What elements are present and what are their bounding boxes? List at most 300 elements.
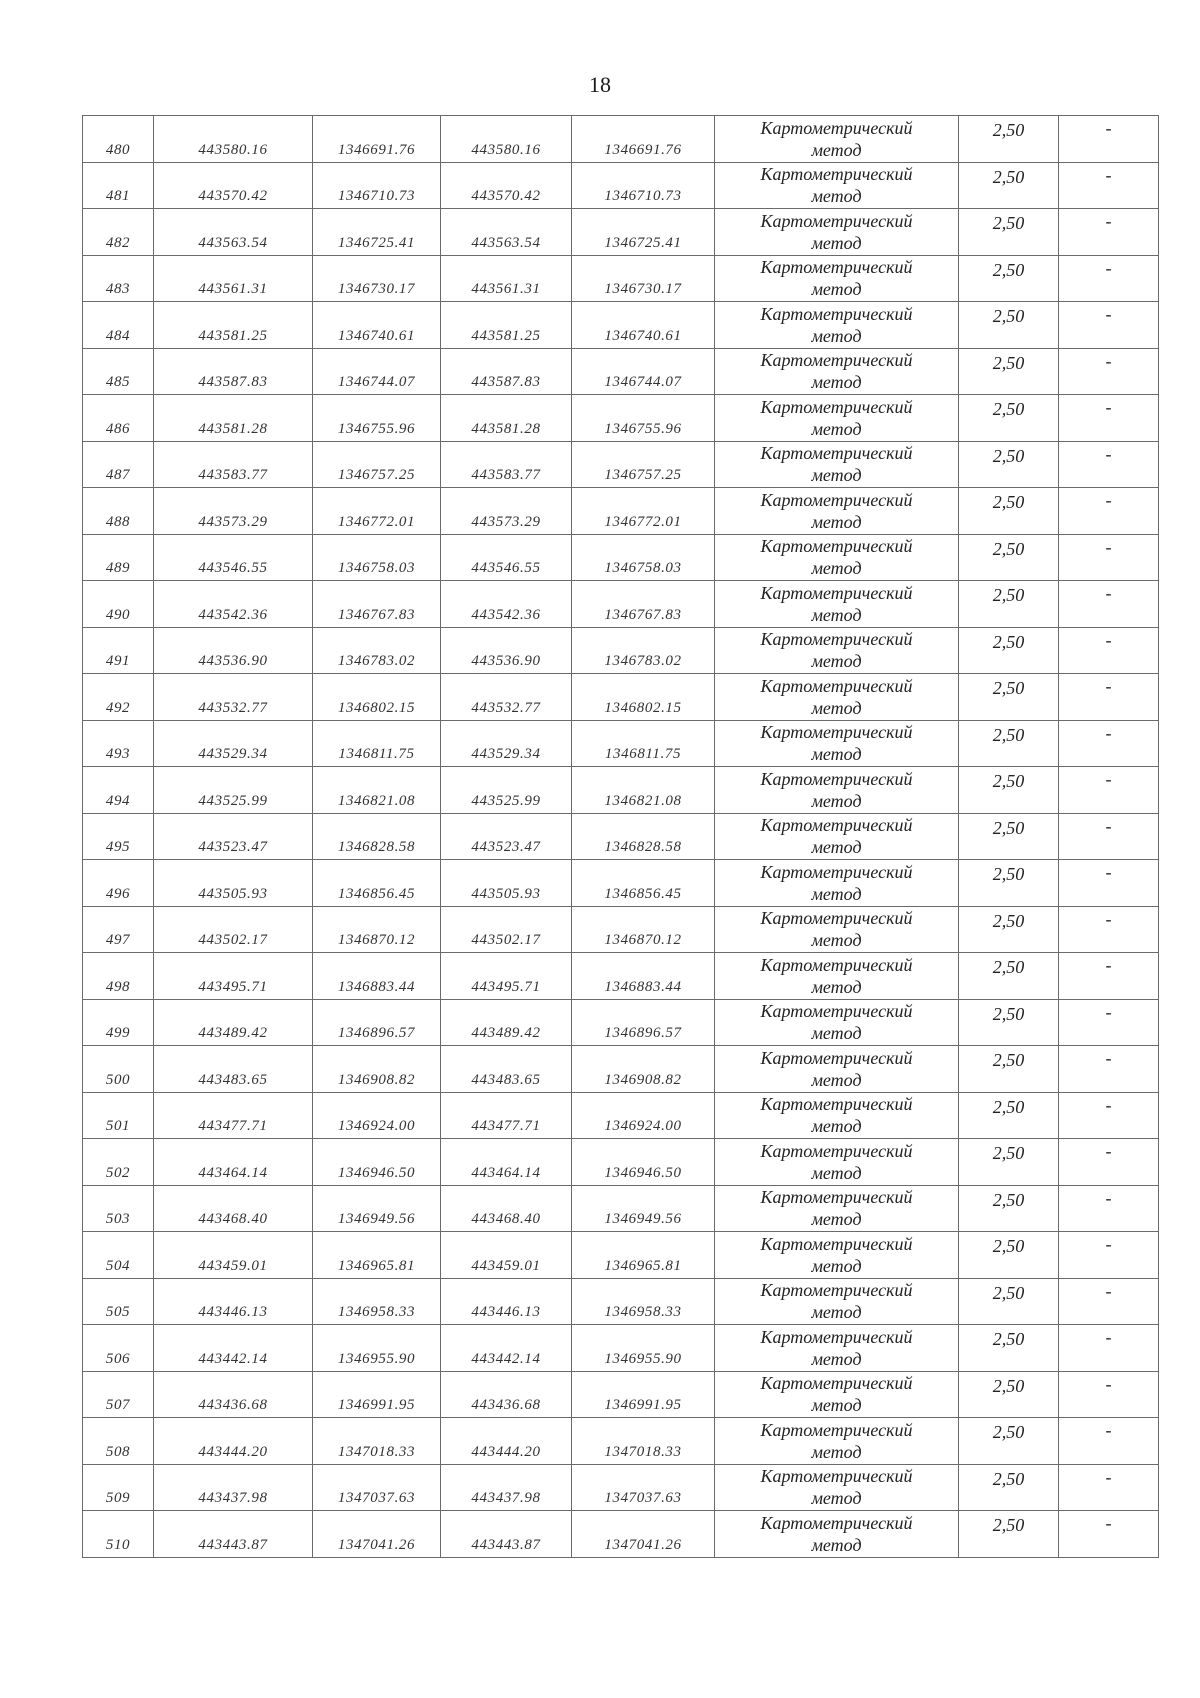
point-number-cell: 509 <box>83 1464 154 1511</box>
x-old-cell: 443442.14 <box>154 1325 313 1372</box>
note-cell: - <box>1059 1232 1159 1279</box>
note-cell: - <box>1059 1325 1159 1372</box>
method-line-1: Картометрический <box>760 536 913 557</box>
method-line-2: метод <box>811 418 862 439</box>
y-new-cell: 1346958.33 <box>572 1278 715 1325</box>
method-line-1: Картометрический <box>760 1001 913 1022</box>
x-new-cell: 443444.20 <box>441 1418 572 1465</box>
method-line-2: метод <box>811 1441 862 1462</box>
note-cell: - <box>1059 720 1159 767</box>
method-cell <box>715 674 959 721</box>
x-old-cell: 443437.98 <box>154 1464 313 1511</box>
point-number-cell: 480 <box>83 116 154 163</box>
note-cell: - <box>1059 534 1159 581</box>
x-new-cell: 443464.14 <box>441 1139 572 1186</box>
method-line-2: метод <box>811 930 862 951</box>
method-cell <box>715 348 959 395</box>
y-new-cell: 1346821.08 <box>572 767 715 814</box>
x-new-cell: 443581.25 <box>441 302 572 349</box>
method-line-2: метод <box>811 511 862 532</box>
x-old-cell: 443444.20 <box>154 1418 313 1465</box>
y-new-cell: 1346949.56 <box>572 1185 715 1232</box>
method-line-2: метод <box>811 1209 862 1230</box>
table-row <box>83 674 1159 721</box>
note-cell: - <box>1059 1185 1159 1232</box>
point-number-cell: 501 <box>83 1092 154 1139</box>
x-new-cell: 443446.13 <box>441 1278 572 1325</box>
accuracy-cell: 2,50 <box>959 395 1059 442</box>
y-old-cell: 1347037.63 <box>313 1464 441 1511</box>
method-cell <box>715 1046 959 1093</box>
method-cell <box>715 209 959 256</box>
note-cell: - <box>1059 1046 1159 1093</box>
y-old-cell: 1346772.01 <box>313 488 441 535</box>
accuracy-cell: 2,50 <box>959 162 1059 209</box>
point-number-cell: 487 <box>83 441 154 488</box>
x-new-cell: 443581.28 <box>441 395 572 442</box>
method-cell <box>715 627 959 674</box>
x-new-cell: 443443.87 <box>441 1511 572 1558</box>
x-new-cell: 443561.31 <box>441 255 572 302</box>
method-cell <box>715 1139 959 1186</box>
y-new-cell: 1346828.58 <box>572 813 715 860</box>
note-cell: - <box>1059 767 1159 814</box>
y-old-cell: 1346883.44 <box>313 953 441 1000</box>
point-number-cell: 493 <box>83 720 154 767</box>
x-old-cell: 443570.42 <box>154 162 313 209</box>
point-number-cell: 481 <box>83 162 154 209</box>
method-cell <box>715 813 959 860</box>
table-row <box>83 999 1159 1046</box>
y-old-cell: 1346802.15 <box>313 674 441 721</box>
y-old-cell: 1347018.33 <box>313 1418 441 1465</box>
table-row <box>83 860 1159 907</box>
x-new-cell: 443532.77 <box>441 674 572 721</box>
x-new-cell: 443436.68 <box>441 1371 572 1418</box>
y-new-cell: 1346783.02 <box>572 627 715 674</box>
x-new-cell: 443505.93 <box>441 860 572 907</box>
table-row <box>83 1278 1159 1325</box>
table-row <box>83 1371 1159 1418</box>
point-number-cell: 490 <box>83 581 154 628</box>
point-number-cell: 508 <box>83 1418 154 1465</box>
method-line-1: Картометрический <box>760 1419 913 1440</box>
x-new-cell: 443542.36 <box>441 581 572 628</box>
y-new-cell: 1346908.82 <box>572 1046 715 1093</box>
method-cell <box>715 860 959 907</box>
y-old-cell: 1346946.50 <box>313 1139 441 1186</box>
table-row <box>83 1139 1159 1186</box>
method-cell <box>715 1464 959 1511</box>
note-cell: - <box>1059 1139 1159 1186</box>
coordinates-table <box>82 115 1159 1558</box>
accuracy-cell: 2,50 <box>959 720 1059 767</box>
x-new-cell: 443523.47 <box>441 813 572 860</box>
table-row <box>83 581 1159 628</box>
y-new-cell: 1346883.44 <box>572 953 715 1000</box>
page-number: 18 <box>589 72 611 97</box>
y-new-cell: 1347018.33 <box>572 1418 715 1465</box>
y-new-cell: 1346767.83 <box>572 581 715 628</box>
x-old-cell: 443495.71 <box>154 953 313 1000</box>
y-new-cell: 1346730.17 <box>572 255 715 302</box>
accuracy-cell: 2,50 <box>959 302 1059 349</box>
y-new-cell: 1346924.00 <box>572 1092 715 1139</box>
note-cell: - <box>1059 813 1159 860</box>
note-cell: - <box>1059 302 1159 349</box>
note-cell: - <box>1059 860 1159 907</box>
accuracy-cell: 2,50 <box>959 209 1059 256</box>
x-new-cell: 443536.90 <box>441 627 572 674</box>
method-cell <box>715 1232 959 1279</box>
table-row <box>83 302 1159 349</box>
point-number-cell: 507 <box>83 1371 154 1418</box>
x-old-cell: 443580.16 <box>154 116 313 163</box>
y-old-cell: 1346783.02 <box>313 627 441 674</box>
note-cell: - <box>1059 255 1159 302</box>
y-old-cell: 1346755.96 <box>313 395 441 442</box>
y-old-cell: 1346949.56 <box>313 1185 441 1232</box>
method-line-1: Картометрический <box>760 489 913 510</box>
table-row <box>83 1232 1159 1279</box>
x-old-cell: 443542.36 <box>154 581 313 628</box>
x-old-cell: 443546.55 <box>154 534 313 581</box>
x-old-cell: 443529.34 <box>154 720 313 767</box>
x-new-cell: 443468.40 <box>441 1185 572 1232</box>
point-number-cell: 498 <box>83 953 154 1000</box>
table-row <box>83 209 1159 256</box>
accuracy-cell: 2,50 <box>959 1139 1059 1186</box>
method-line-1: Картометрический <box>760 1187 913 1208</box>
table-row <box>83 627 1159 674</box>
method-line-2: метод <box>811 1534 862 1555</box>
x-old-cell: 443523.47 <box>154 813 313 860</box>
method-line-1: Картометрический <box>760 1233 913 1254</box>
table-row <box>83 162 1159 209</box>
method-line-1: Картометрический <box>760 722 913 743</box>
table-row <box>83 813 1159 860</box>
x-new-cell: 443495.71 <box>441 953 572 1000</box>
method-line-2: метод <box>811 604 862 625</box>
point-number-cell: 486 <box>83 395 154 442</box>
accuracy-cell: 2,50 <box>959 1046 1059 1093</box>
method-line-2: метод <box>811 1162 862 1183</box>
y-new-cell: 1346755.96 <box>572 395 715 442</box>
x-new-cell: 443489.42 <box>441 999 572 1046</box>
x-old-cell: 443483.65 <box>154 1046 313 1093</box>
note-cell: - <box>1059 441 1159 488</box>
x-old-cell: 443561.31 <box>154 255 313 302</box>
y-new-cell: 1346896.57 <box>572 999 715 1046</box>
method-line-1: Картометрический <box>760 768 913 789</box>
y-new-cell: 1346811.75 <box>572 720 715 767</box>
y-new-cell: 1346772.01 <box>572 488 715 535</box>
y-new-cell: 1346955.90 <box>572 1325 715 1372</box>
method-line-2: метод <box>811 465 862 486</box>
accuracy-cell: 2,50 <box>959 906 1059 953</box>
y-old-cell: 1346730.17 <box>313 255 441 302</box>
x-new-cell: 443437.98 <box>441 1464 572 1511</box>
x-old-cell: 443468.40 <box>154 1185 313 1232</box>
point-number-cell: 488 <box>83 488 154 535</box>
method-line-2: метод <box>811 1023 862 1044</box>
accuracy-cell: 2,50 <box>959 1371 1059 1418</box>
method-cell <box>715 116 959 163</box>
accuracy-cell: 2,50 <box>959 767 1059 814</box>
method-cell <box>715 1418 959 1465</box>
x-new-cell: 443483.65 <box>441 1046 572 1093</box>
table-row <box>83 1092 1159 1139</box>
note-cell: - <box>1059 1511 1159 1558</box>
accuracy-cell: 2,50 <box>959 348 1059 395</box>
y-new-cell: 1346757.25 <box>572 441 715 488</box>
method-line-1: Картометрический <box>760 1047 913 1068</box>
accuracy-cell: 2,50 <box>959 581 1059 628</box>
method-line-1: Картометрический <box>760 1094 913 1115</box>
point-number-cell: 495 <box>83 813 154 860</box>
point-number-cell: 499 <box>83 999 154 1046</box>
x-new-cell: 443477.71 <box>441 1092 572 1139</box>
method-line-1: Картометрический <box>760 443 913 464</box>
note-cell: - <box>1059 999 1159 1046</box>
note-cell: - <box>1059 162 1159 209</box>
point-number-cell: 492 <box>83 674 154 721</box>
y-old-cell: 1346740.61 <box>313 302 441 349</box>
y-new-cell: 1347041.26 <box>572 1511 715 1558</box>
x-new-cell: 443563.54 <box>441 209 572 256</box>
method-line-2: метод <box>811 139 862 160</box>
x-new-cell: 443459.01 <box>441 1232 572 1279</box>
x-old-cell: 443443.87 <box>154 1511 313 1558</box>
method-line-2: метод <box>811 790 862 811</box>
method-line-2: метод <box>811 697 862 718</box>
y-new-cell: 1346802.15 <box>572 674 715 721</box>
x-old-cell: 443587.83 <box>154 348 313 395</box>
y-new-cell: 1346725.41 <box>572 209 715 256</box>
point-number-cell: 502 <box>83 1139 154 1186</box>
method-line-1: Картометрический <box>760 1512 913 1533</box>
method-line-1: Картометрический <box>760 1373 913 1394</box>
x-old-cell: 443573.29 <box>154 488 313 535</box>
method-line-1: Картометрический <box>760 210 913 231</box>
method-line-1: Картометрический <box>760 954 913 975</box>
note-cell: - <box>1059 1092 1159 1139</box>
method-cell <box>715 999 959 1046</box>
y-old-cell: 1346908.82 <box>313 1046 441 1093</box>
accuracy-cell: 2,50 <box>959 1185 1059 1232</box>
note-cell: - <box>1059 395 1159 442</box>
accuracy-cell: 2,50 <box>959 534 1059 581</box>
y-old-cell: 1346924.00 <box>313 1092 441 1139</box>
table-row <box>83 255 1159 302</box>
y-new-cell: 1347037.63 <box>572 1464 715 1511</box>
table-row <box>83 1325 1159 1372</box>
accuracy-cell: 2,50 <box>959 1418 1059 1465</box>
accuracy-cell: 2,50 <box>959 1278 1059 1325</box>
method-cell <box>715 255 959 302</box>
method-cell <box>715 488 959 535</box>
y-new-cell: 1346691.76 <box>572 116 715 163</box>
method-line-1: Картометрический <box>760 1326 913 1347</box>
method-line-1: Картометрический <box>760 582 913 603</box>
point-number-cell: 500 <box>83 1046 154 1093</box>
method-cell <box>715 1325 959 1372</box>
method-line-2: метод <box>811 372 862 393</box>
method-line-2: метод <box>811 883 862 904</box>
y-new-cell: 1346710.73 <box>572 162 715 209</box>
y-old-cell: 1346828.58 <box>313 813 441 860</box>
accuracy-cell: 2,50 <box>959 953 1059 1000</box>
note-cell: - <box>1059 488 1159 535</box>
method-cell <box>715 441 959 488</box>
table-row <box>83 1046 1159 1093</box>
table-row <box>83 441 1159 488</box>
x-old-cell: 443459.01 <box>154 1232 313 1279</box>
x-new-cell: 443546.55 <box>441 534 572 581</box>
y-old-cell: 1346965.81 <box>313 1232 441 1279</box>
table-row <box>83 906 1159 953</box>
table-row <box>83 953 1159 1000</box>
y-old-cell: 1347041.26 <box>313 1511 441 1558</box>
x-old-cell: 443581.28 <box>154 395 313 442</box>
point-number-cell: 485 <box>83 348 154 395</box>
table-row <box>83 767 1159 814</box>
y-old-cell: 1346811.75 <box>313 720 441 767</box>
x-old-cell: 443563.54 <box>154 209 313 256</box>
method-line-2: метод <box>811 1488 862 1509</box>
method-line-2: метод <box>811 279 862 300</box>
method-line-2: метод <box>811 232 862 253</box>
accuracy-cell: 2,50 <box>959 488 1059 535</box>
point-number-cell: 483 <box>83 255 154 302</box>
method-line-2: метод <box>811 651 862 672</box>
table-row <box>83 395 1159 442</box>
x-new-cell: 443442.14 <box>441 1325 572 1372</box>
x-old-cell: 443532.77 <box>154 674 313 721</box>
x-new-cell: 443502.17 <box>441 906 572 953</box>
method-cell <box>715 534 959 581</box>
x-old-cell: 443505.93 <box>154 860 313 907</box>
note-cell: - <box>1059 627 1159 674</box>
method-line-1: Картометрический <box>760 117 913 138</box>
method-line-2: метод <box>811 558 862 579</box>
table-row <box>83 116 1159 163</box>
note-cell: - <box>1059 906 1159 953</box>
method-line-1: Картометрический <box>760 1140 913 1161</box>
method-line-1: Картометрический <box>760 861 913 882</box>
accuracy-cell: 2,50 <box>959 813 1059 860</box>
point-number-cell: 489 <box>83 534 154 581</box>
accuracy-cell: 2,50 <box>959 116 1059 163</box>
y-old-cell: 1346710.73 <box>313 162 441 209</box>
x-new-cell: 443583.77 <box>441 441 572 488</box>
table-row <box>83 1418 1159 1465</box>
point-number-cell: 494 <box>83 767 154 814</box>
note-cell: - <box>1059 674 1159 721</box>
x-old-cell: 443581.25 <box>154 302 313 349</box>
method-cell <box>715 395 959 442</box>
method-line-1: Картометрический <box>760 396 913 417</box>
y-new-cell: 1346740.61 <box>572 302 715 349</box>
method-line-2: метод <box>811 1116 862 1137</box>
y-new-cell: 1346946.50 <box>572 1139 715 1186</box>
accuracy-cell: 2,50 <box>959 1464 1059 1511</box>
x-new-cell: 443570.42 <box>441 162 572 209</box>
note-cell: - <box>1059 348 1159 395</box>
accuracy-cell: 2,50 <box>959 860 1059 907</box>
y-new-cell: 1346758.03 <box>572 534 715 581</box>
point-number-cell: 491 <box>83 627 154 674</box>
y-old-cell: 1346725.41 <box>313 209 441 256</box>
method-cell <box>715 953 959 1000</box>
y-old-cell: 1346955.90 <box>313 1325 441 1372</box>
point-number-cell: 510 <box>83 1511 154 1558</box>
method-line-2: метод <box>811 186 862 207</box>
method-line-1: Картометрический <box>760 629 913 650</box>
y-old-cell: 1346896.57 <box>313 999 441 1046</box>
table-row <box>83 348 1159 395</box>
point-number-cell: 504 <box>83 1232 154 1279</box>
x-old-cell: 443536.90 <box>154 627 313 674</box>
method-line-2: метод <box>811 837 862 858</box>
x-new-cell: 443580.16 <box>441 116 572 163</box>
y-old-cell: 1346767.83 <box>313 581 441 628</box>
accuracy-cell: 2,50 <box>959 1232 1059 1279</box>
method-line-1: Картометрический <box>760 350 913 371</box>
note-cell: - <box>1059 1464 1159 1511</box>
point-number-cell: 505 <box>83 1278 154 1325</box>
table-row <box>83 1511 1159 1558</box>
method-line-2: метод <box>811 1348 862 1369</box>
accuracy-cell: 2,50 <box>959 674 1059 721</box>
x-new-cell: 443525.99 <box>441 767 572 814</box>
method-line-1: Картометрический <box>760 815 913 836</box>
accuracy-cell: 2,50 <box>959 255 1059 302</box>
y-new-cell: 1346744.07 <box>572 348 715 395</box>
accuracy-cell: 2,50 <box>959 1511 1059 1558</box>
y-old-cell: 1346870.12 <box>313 906 441 953</box>
y-old-cell: 1346757.25 <box>313 441 441 488</box>
method-cell <box>715 1092 959 1139</box>
note-cell: - <box>1059 953 1159 1000</box>
method-line-1: Картометрический <box>760 1466 913 1487</box>
method-line-2: метод <box>811 1302 862 1323</box>
note-cell: - <box>1059 209 1159 256</box>
y-new-cell: 1346870.12 <box>572 906 715 953</box>
method-cell <box>715 1511 959 1558</box>
y-new-cell: 1346991.95 <box>572 1371 715 1418</box>
point-number-cell: 482 <box>83 209 154 256</box>
table-row <box>83 1185 1159 1232</box>
accuracy-cell: 2,50 <box>959 1092 1059 1139</box>
note-cell: - <box>1059 581 1159 628</box>
point-number-cell: 497 <box>83 906 154 953</box>
method-line-1: Картометрический <box>760 1280 913 1301</box>
x-old-cell: 443583.77 <box>154 441 313 488</box>
note-cell: - <box>1059 1371 1159 1418</box>
y-old-cell: 1346744.07 <box>313 348 441 395</box>
y-old-cell: 1346758.03 <box>313 534 441 581</box>
table-row <box>83 720 1159 767</box>
y-old-cell: 1346691.76 <box>313 116 441 163</box>
method-cell <box>715 906 959 953</box>
accuracy-cell: 2,50 <box>959 999 1059 1046</box>
method-line-2: метод <box>811 976 862 997</box>
note-cell: - <box>1059 1278 1159 1325</box>
accuracy-cell: 2,50 <box>959 627 1059 674</box>
table-row <box>83 488 1159 535</box>
method-cell <box>715 581 959 628</box>
